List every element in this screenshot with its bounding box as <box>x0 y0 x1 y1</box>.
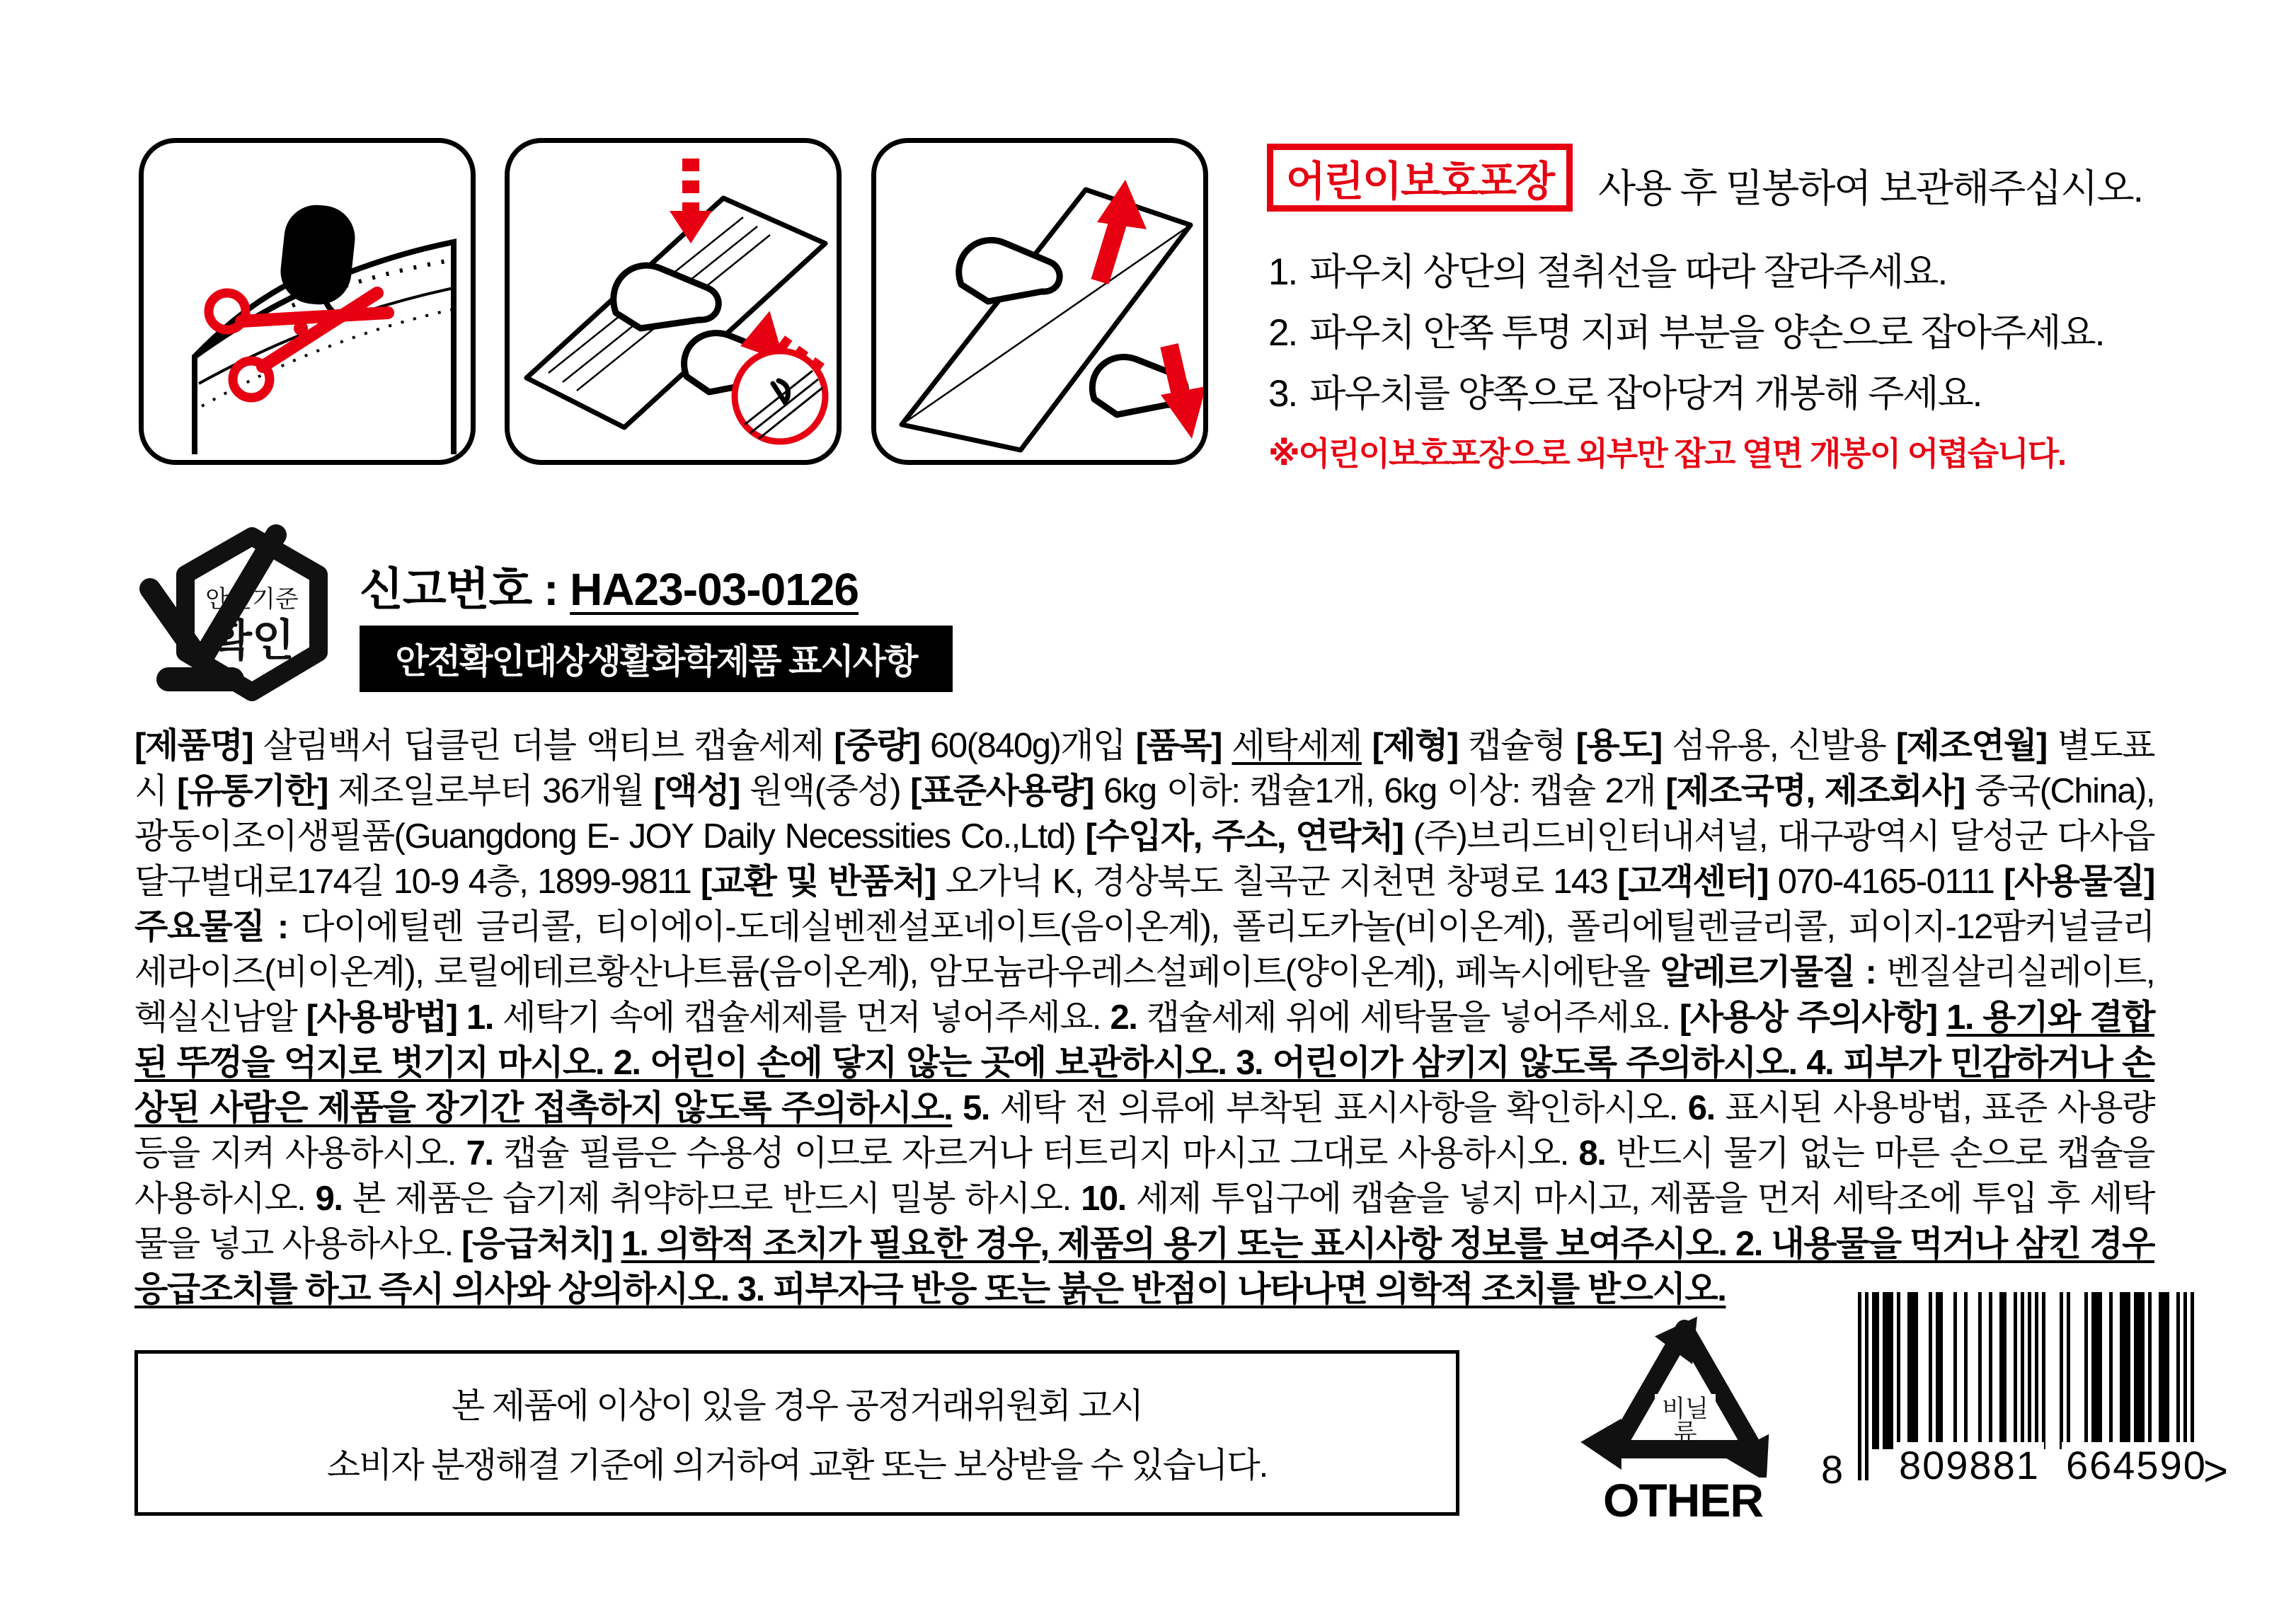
product-info-segment: [중량] <box>834 727 920 765</box>
product-info-segment: 본 제품은 습기제 취약하므로 반드시 밀봉 하시오. <box>342 1180 1081 1218</box>
barcode-lead-digit: 8 <box>1821 1447 1845 1492</box>
product-info-segment <box>1222 727 1232 765</box>
cert-banner-text: 안전확인대상생활화학제품 표시사항 <box>395 643 917 681</box>
svg-text:비닐: 비닐 <box>1662 1395 1709 1422</box>
product-info-segment: 2. <box>1110 998 1137 1037</box>
product-info-segment <box>612 1225 621 1263</box>
barcode-bar <box>2060 1292 2063 1449</box>
consumer-notice-line1: 본 제품에 이상이 있을 경우 공정거래위원회 고시 <box>451 1387 1143 1425</box>
barcode-bar <box>1865 1292 1868 1480</box>
product-info-segment: [수입자, 주소, 연락처] <box>1085 817 1403 856</box>
child-safety-badge-label: 어린이보호포장 <box>1285 159 1554 205</box>
product-info-segment: 표시된 사용방법, 표준 사용량 등을 지켜 사용하시오. <box>134 1089 2154 1173</box>
product-info-segment: [응급처치] <box>461 1225 613 1263</box>
product-info-segment <box>1937 998 1946 1037</box>
seal-after-use-text: 사용 후 밀봉하여 보관해주십시오. <box>1598 166 2142 210</box>
product-info-segment: [사용물질] <box>2004 863 2155 901</box>
product-info-segment: 섬유용, 신발용 <box>1661 727 1896 765</box>
product-info-segment: 살림백서 딥클린 더블 액티브 캡슐세제 <box>253 727 834 765</box>
product-info-segment: [제형] <box>1372 727 1458 765</box>
barcode-bar <box>2159 1292 2169 1449</box>
recycling-code-label: OTHER <box>1603 1474 1763 1526</box>
svg-text:안전기준: 안전기준 <box>205 586 299 613</box>
product-info-segment: [용도] <box>1575 727 1662 765</box>
product-info-segment: [유통기한] <box>176 772 328 810</box>
product-info-segment: [표준사용량] <box>910 772 1093 810</box>
product-info-segment: [제조연월] <box>1895 727 2047 765</box>
report-number-line <box>360 553 859 618</box>
product-info-segment: 캡슐 필름은 수용성 이므로 자르거나 터트리지 마시고 그대로 사용하시오. <box>493 1134 1579 1173</box>
cert-banner <box>360 626 953 692</box>
product-info-segment: [고객센터] <box>1617 863 1769 901</box>
product-info-segment: 6kg 이하: 캡슐1개, 6kg 이상: 캡슐 2개 <box>1093 772 1666 810</box>
barcode-bar <box>2067 1292 2070 1449</box>
product-info-segment: 10. <box>1081 1180 1126 1218</box>
product-info-segment: [사용방법] <box>306 998 457 1037</box>
product-info-segment: 6. <box>1687 1089 1715 1127</box>
product-info-segment: [제품명] <box>134 727 253 765</box>
product-info-segment <box>952 1089 963 1127</box>
product-info-segment: 별도표시 <box>134 727 2154 810</box>
product-info-segment: 60(840g)개입 <box>919 727 1136 765</box>
illustration-pull-open <box>871 138 1208 465</box>
barcode-bar <box>1907 1292 1918 1449</box>
barcode-bar <box>2120 1292 2130 1449</box>
scissors-cut-illustration-icon <box>144 143 471 460</box>
product-info-segment: 제조일로부터 36개월 <box>327 772 654 810</box>
illustration-cut-pouch <box>139 138 476 465</box>
barcode-bar <box>2035 1292 2038 1449</box>
product-info-segment: [품목] <box>1135 727 1222 765</box>
product-info-segment: 070-4165-0111 <box>1768 863 2004 901</box>
product-info-segment: 세탁 전 의류에 부착된 표시사항을 확인하시오. <box>989 1089 1688 1127</box>
product-info-segment: [교환 및 반품처] <box>700 863 936 901</box>
barcode-bar <box>2091 1292 2102 1449</box>
product-info-segment: 세탁세제 <box>1232 727 1362 765</box>
product-info-segment: 9. <box>315 1180 343 1218</box>
barcode-bar <box>1953 1292 1957 1449</box>
product-info-segment: [액성] <box>653 772 740 810</box>
product-info-segment: 1. 용기와 결합된 뚜껑을 억지로 벗기지 마시오. 2. 어린이 손에 닿지 않는 곳에 보관하시오. 3. 어린이가 삼키지 않도록 주의하시오. 4. 피부가 민감하거나 손상된 사람은 제품을 장기간 접촉하지 않도록 주의하시오. <box>134 998 2154 1127</box>
product-info-segment: 5. <box>963 1089 989 1127</box>
product-info-segment: 1. <box>466 998 493 1037</box>
product-info-segment: 세탁기 속에 캡슐세제를 먼저 넣어주세요. <box>493 998 1110 1037</box>
child-safety-warning-text: ※어린이보호포장으로 외부만 잡고 열면 개봉이 어렵습니다. <box>1268 435 2065 472</box>
product-info-segment: 다이에틸렌 글리콜, 티이에이-도데실벤젠설포네이트(음이온계), 폴리도카놀(비이온계), 폴리에틸렌글리콜, 피이지-12팜커널글리세라이즈(비이온계), 로릴에테르황산나트륨(음이온계), 암모늄라우레스설페이트(양이온계), 페녹시에탄올 <box>134 908 2154 991</box>
barcode-bar <box>2084 1292 2088 1449</box>
pull-open-illustration-icon <box>876 143 1203 460</box>
child-safety-badge <box>1267 144 1573 212</box>
recycling-mark-icon <box>1578 1311 1791 1478</box>
step-1: 1. 파우치 상단의 절취선을 따라 잘라주세요. <box>1268 251 1947 293</box>
product-info-text <box>134 723 2154 1312</box>
product-info-segment: 1. 의학적 조치가 필요한 경우, 제품의 용기 또는 표시사항 정보를 보여주시오. 2. 내용물을 먹거나 삼킨 경우 응급조치를 하고 즉시 의사와 상의하시오. 3. 피부자극 반응 또는 붉은 반점이 나타나면 의학적 조치를 받으시오. <box>134 1225 2154 1308</box>
product-info-segment: 오가닉 K, 경상북도 칠곡군 지천면 창평로 143 <box>935 863 1618 901</box>
product-info-segment: 알레르기물질 : <box>1660 953 1876 991</box>
product-info-segment: 7. <box>466 1134 493 1173</box>
product-info-segment: 8. <box>1578 1134 1606 1173</box>
product-info-segment: 벤질살리실레이트, 헥실신남알 <box>134 953 2154 1037</box>
product-info-segment <box>457 998 466 1037</box>
barcode-trail-char: > <box>2203 1447 2230 1495</box>
product-info-segment: 중국(China), 광동이조이생필품(Guangdong E- JOY Daily Necessities Co.,Ltd) <box>134 772 2154 856</box>
report-number-label: 신고번호 : <box>360 564 570 615</box>
barcode-bar <box>1872 1292 1879 1449</box>
product-info-segment: 캡슐형 <box>1457 727 1576 765</box>
product-info-segment: [제조국명, 제조회사] <box>1665 772 1965 810</box>
report-number-value: HA23-03-0126 <box>570 564 859 615</box>
child-safety-steps <box>1268 242 2273 425</box>
zipper-magnifier-icon <box>735 351 825 442</box>
barcode-bar <box>2109 1292 2113 1449</box>
barcode-bar <box>1858 1292 1861 1480</box>
step-3: 3. 파우치를 양쪽으로 잡아당겨 개봉해 주세요. <box>1268 373 1982 415</box>
barcode-bar <box>1999 1292 2007 1449</box>
barcode-bar <box>2042 1292 2045 1449</box>
grip-zipper-illustration-icon <box>510 143 837 460</box>
barcode-bar <box>2176 1292 2180 1449</box>
product-info-segment <box>1362 727 1372 765</box>
barcode-bar <box>1964 1292 1968 1449</box>
barcode-bar <box>1929 1292 1932 1449</box>
barcode-right-digits: 664590 <box>2062 1442 2211 1488</box>
product-info-segment: 세제 투입구에 캡슐을 넣지 마시고, 제품을 먼저 세탁조에 투입 후 세탁물을 넣고 사용하사오. <box>134 1180 2154 1263</box>
safety-standard-check-mark-icon <box>126 517 345 711</box>
barcode-bar <box>2148 1292 2152 1449</box>
consumer-notice-line2: 소비자 분쟁해결 기준에 의거하여 교환 또는 보상받을 수 있습니다. <box>326 1446 1268 1485</box>
barcode-left-digits: 809881 <box>1895 1442 2044 1488</box>
product-info-segment: 원액(중성) <box>739 772 911 810</box>
barcode-bar <box>2134 1292 2145 1449</box>
barcode-bar <box>1897 1292 1900 1449</box>
barcode-bar <box>1936 1292 1943 1449</box>
illustration-grip-zipper <box>505 138 842 465</box>
svg-text:류: 류 <box>1673 1419 1697 1446</box>
barcode-bar <box>1978 1292 1982 1449</box>
barcode-bar <box>2014 1292 2017 1449</box>
svg-text:확인: 확인 <box>209 616 294 665</box>
barcode <box>1821 1292 2254 1504</box>
barcode-bar <box>1989 1292 1992 1449</box>
product-info-segment: 캡슐세제 위에 세탁물을 넣어주세요. <box>1137 998 1680 1037</box>
product-info-segment: (주)브리드비인터내셔널, 대구광역시 달성군 다사읍 달구벌대로174길 10-9 4층, 1899-9811 <box>134 817 2154 901</box>
consumer-notice-box <box>134 1350 1459 1516</box>
product-info-segment: [사용상 주의사항] <box>1679 998 1937 1037</box>
barcode-bar <box>1883 1292 1893 1449</box>
product-info-segment: 주요물질 : <box>134 908 288 946</box>
product-info-segment: 반드시 물기 없는 마른 손으로 캡슐을 사용하시오. <box>134 1134 2154 1218</box>
step-2: 2. 파우치 안쪽 투명 지퍼 부분을 양손으로 잡아주세요. <box>1268 312 2104 354</box>
